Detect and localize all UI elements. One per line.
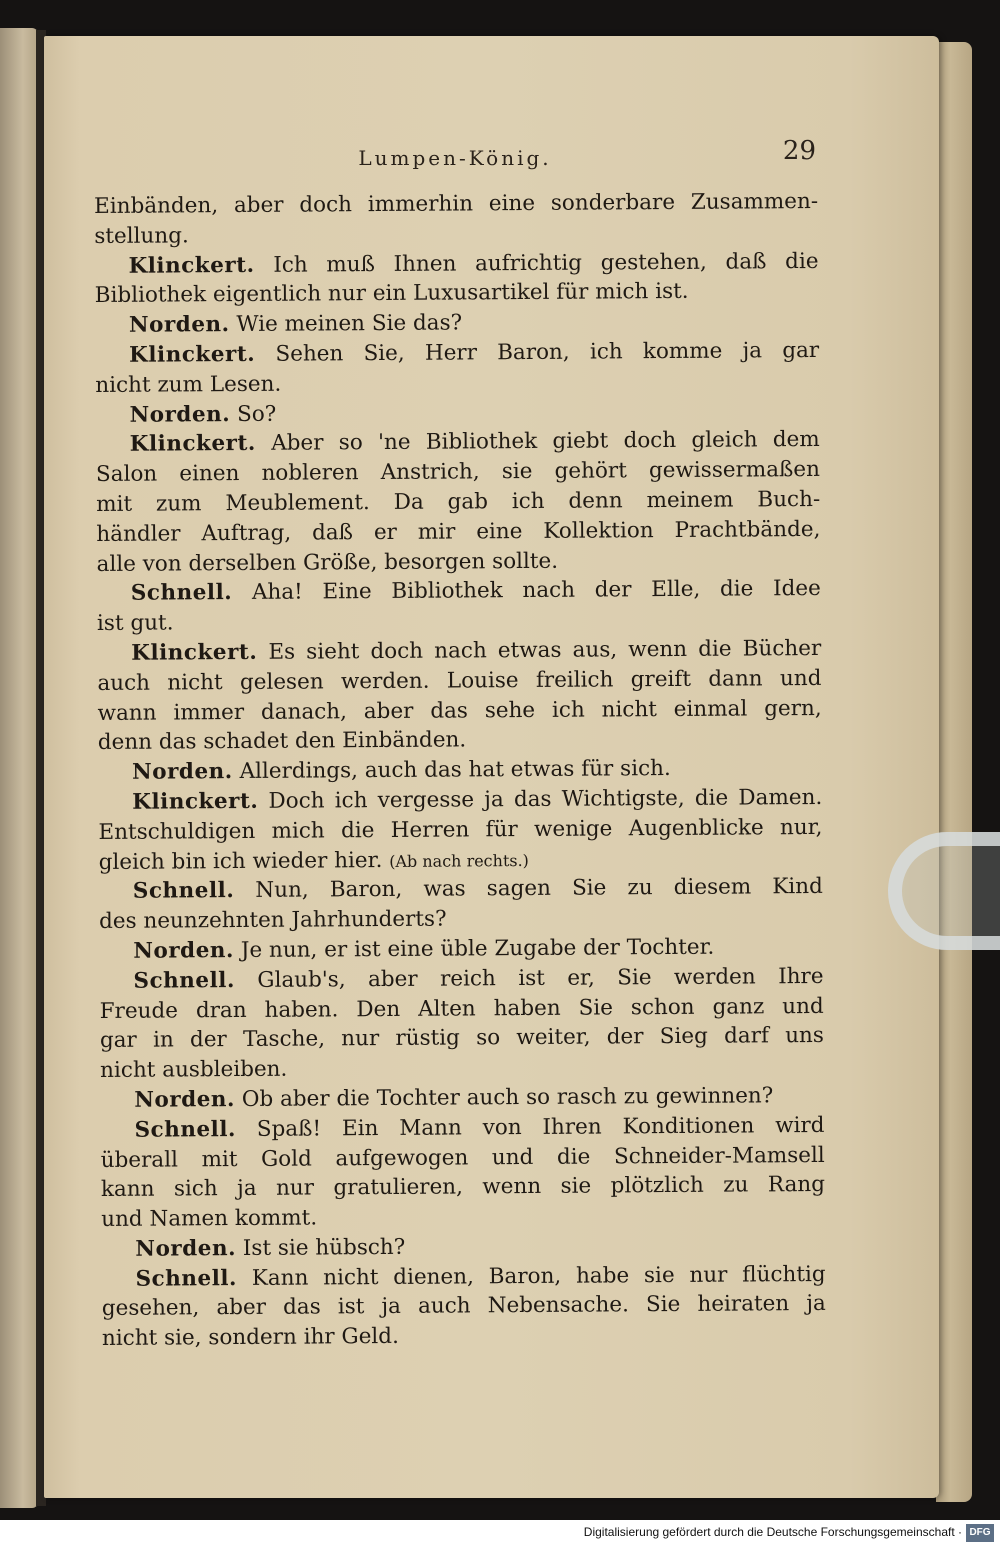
speaker-name: Norden. xyxy=(129,401,231,428)
speaker-name: Norden. xyxy=(134,1086,236,1113)
text-line xyxy=(96,485,820,520)
line-text: Ich muß Ihnen aufrichtig gestehen, daß die xyxy=(273,248,819,278)
line-text: Freude dran haben. Den Alten haben Sie schon ganz und xyxy=(99,993,824,1024)
text-line xyxy=(97,634,821,669)
text-line xyxy=(94,187,818,222)
text-line xyxy=(98,783,822,818)
line-text: und Namen kommt. xyxy=(101,1205,318,1233)
line-text: gleich bin ich wieder hier. xyxy=(98,847,383,875)
speaker-name: Klinckert. xyxy=(128,252,255,279)
text-line xyxy=(94,247,818,282)
line-text: Nun, Baron, was sagen Sie zu diesem Kind xyxy=(255,874,823,904)
line-text: Spaß! Ein Mann von Ihren Konditionen wird xyxy=(256,1112,825,1142)
text-line xyxy=(95,336,819,371)
line-text: alle von derselben Größe, besorgen sollte. xyxy=(96,548,559,577)
line-text: Bibliothek eigentlich nur ein Luxusartikel für mich ist. xyxy=(94,279,689,309)
line-text: stellung. xyxy=(94,223,189,249)
line-text: Allerdings, auch das hat etwas für sich. xyxy=(239,756,671,785)
text-line xyxy=(97,574,821,609)
line-text: Sehen Sie, Herr Baron, ich komme ja gar xyxy=(275,337,820,367)
speaker-name: Schnell. xyxy=(132,878,235,905)
page-block-edge xyxy=(936,42,972,1502)
text-line xyxy=(98,693,822,728)
line-text: Je nun, er ist eine üble Zugabe der Tochter. xyxy=(240,934,715,963)
line-text: Aber so 'ne Bibliothek giebt doch gleich dem xyxy=(271,427,820,457)
speaker-name: Norden. xyxy=(133,937,235,964)
line-text: kann sich ja nur gratulieren, wenn sie plötzlich zu Rang xyxy=(100,1172,826,1203)
line-text: nicht ausbleiben. xyxy=(100,1056,288,1084)
text-line xyxy=(99,872,823,907)
speaker-name: Klinckert. xyxy=(131,639,258,666)
dfg-logo-icon: DFG xyxy=(966,1524,994,1542)
line-text: gesehen, aber das ist ja auch Nebensache. Sie heiraten ja xyxy=(101,1291,826,1322)
line-text: Doch ich vergesse ja das Wichtigste, die Damen. xyxy=(268,784,823,814)
line-text: Ob aber die Tochter auch so rasch zu gewinnen? xyxy=(241,1083,774,1112)
text-line xyxy=(102,1289,826,1324)
text-line xyxy=(99,962,823,997)
line-text: ist gut. xyxy=(96,610,174,637)
speaker-name: Schnell. xyxy=(134,1116,237,1143)
line-text: nicht zum Lesen. xyxy=(95,371,282,398)
speaker-name: Schnell. xyxy=(130,580,233,607)
text-line xyxy=(97,664,821,699)
speaker-name: Klinckert. xyxy=(129,341,256,368)
speaker-name: Klinckert. xyxy=(132,788,259,815)
text-line xyxy=(101,1170,825,1205)
text-line xyxy=(98,813,822,848)
speaker-name: Norden. xyxy=(135,1235,237,1262)
line-text: Kann nicht dienen, Baron, habe sie nur flüchtig xyxy=(251,1261,826,1291)
speaker-name: Norden. xyxy=(128,312,230,338)
funding-credit: Digitalisierung gefördert durch die Deutsche Forschungsgemeinschaft · xyxy=(583,1525,962,1539)
line-text: Salon einen nobleren Anstrich, sie gehört gewissermaßen xyxy=(95,457,821,488)
line-text: überall mit Gold aufgewogen und die Schneider-Mamsell xyxy=(100,1142,825,1173)
page-number: 29 xyxy=(782,136,816,166)
text-line xyxy=(100,1111,824,1146)
running-title: Lumpen-König. xyxy=(358,146,552,170)
line-text: Einbänden, aber doch immerhin eine sonderbare Zusammen- xyxy=(94,188,819,219)
line-text: wann immer danach, aber das sehe ich nicht einmal gern, xyxy=(97,695,822,726)
page-clip xyxy=(888,832,1000,950)
footer-bar xyxy=(0,1520,1000,1548)
line-text: des neunzehnten Jahrhunderts? xyxy=(99,906,447,935)
facing-page-edge xyxy=(0,28,38,1508)
stage-direction: (Ab nach rechts.) xyxy=(389,850,529,871)
line-text: So? xyxy=(236,401,277,427)
line-text: Aha! Eine Bibliothek nach der Elle, die Idee xyxy=(251,576,821,606)
line-text: Wie meinen Sie das? xyxy=(236,310,463,338)
text-line xyxy=(100,1081,824,1116)
speaker-name: Schnell. xyxy=(135,1265,238,1292)
line-text: denn das schadet den Einbänden. xyxy=(97,727,467,756)
line-text: Es sieht doch nach etwas aus, wenn die Bücher xyxy=(268,635,822,665)
text-line xyxy=(102,1319,826,1354)
line-text: auch nicht gelesen werden. Louise freilich greift dann und xyxy=(97,665,822,696)
speaker-name: Schnell. xyxy=(133,967,235,994)
speaker-name: Norden. xyxy=(131,759,233,785)
line-text: Ist sie hübsch? xyxy=(242,1234,406,1261)
line-text: händler Auftrag, daß er mir eine Kollektion Prachtbände, xyxy=(96,516,821,547)
line-text: Entschuldigen mich die Herren für wenige Augenblicke nur, xyxy=(98,814,823,845)
line-text: gar in der Tasche, nur rüstig so weiter, der Sieg darf uns xyxy=(99,1023,824,1054)
line-text: nicht sie, sondern ihr Geld. xyxy=(101,1324,399,1352)
text-line xyxy=(100,1021,824,1056)
line-text: Glaub's, aber reich ist er, Sie werden Ihre xyxy=(257,963,824,993)
page-text xyxy=(94,187,826,1354)
line-text: mit zum Meublement. Da gab ich denn meinem Buch- xyxy=(96,486,821,517)
speaker-name: Klinckert. xyxy=(129,431,256,458)
text-line xyxy=(96,515,820,550)
